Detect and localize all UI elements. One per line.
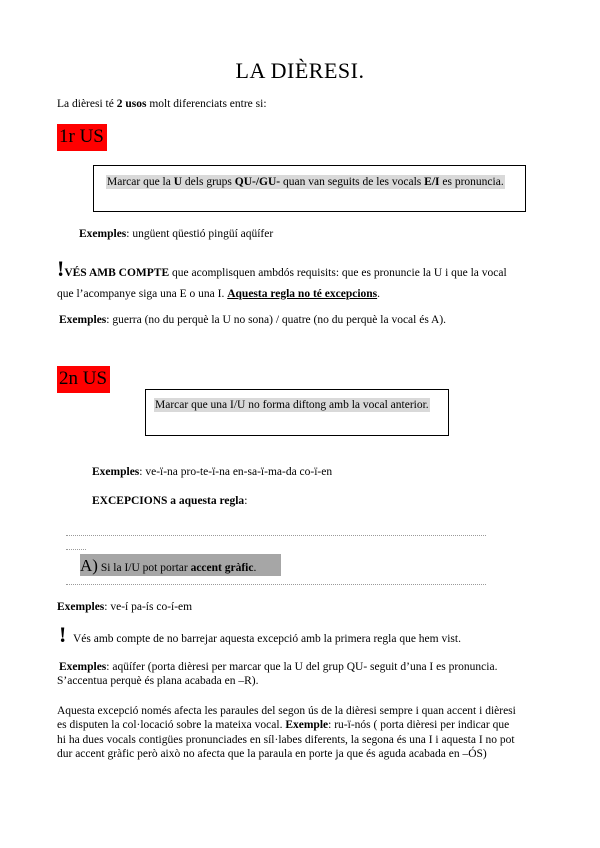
examples-text: : guerra (no du perquè la U no sona) / quatre (no du perquè la vocal és A). [106,314,447,326]
warning-bold: VÉS AMB COMPTE [64,267,170,279]
us2-rule-text: Marcar que una I/U no forma diftong amb la vocal anterior. [155,399,429,411]
us1-warning-line2: que l’acompanye siga una E o una I. Aquesta regla no té excepcions. [57,288,381,300]
us2-examples [92,465,332,479]
intro-post: molt diferenciats entre si: [146,98,267,110]
us2-examples4-line2: S’accentua perquè és plana acabada en –R). [57,675,259,687]
us2-exceptions-heading: EXCEPCIONS a aquesta regla: [92,495,248,507]
us2-label: 2n US [57,366,110,393]
page-title: LA DIÈRESI. [235,58,365,83]
examples-label: Exemples [57,601,105,613]
intro-pre: La dièresi té [57,98,117,110]
examples-text: : ungüent qüestió pingüí aqüífer [126,228,274,240]
examples-text: : ve-ï-na pro-te-ï-na en-sa-ï-ma-da co-ï-en [139,466,333,478]
examples-label: Exemples [79,228,127,240]
exception-bold: accent gràfic [190,562,254,574]
exception-letter: A) [80,556,98,575]
us1-label: 1r US [57,124,107,151]
examples-label: Exemples [59,661,107,673]
final-line4: dur accent gràfic però això no afecta que la paraula en porte ja que és aguda acabada en –ÓS) [57,748,487,760]
final-line1: Aquesta excepció només afecta les paraules del segon ús de la dièresi sempre i quan accent i dièresi [57,705,516,717]
warning-line1: que acomplisquen ambdós requisits: que es pronuncie la U i que la vocal [169,267,507,279]
us1-rule-box [93,165,526,212]
intro-bold: 2 usos [116,98,147,110]
dotted-divider [66,549,86,550]
examples-text: : ve-í pa-ís co-í-em [104,601,193,613]
examples-text: : aqüífer (porta dièresi per marcar que la U del grup QU- seguit d’una I es pronuncia. [106,661,498,673]
warning2-text: Vés amb compte de no barrejar aquesta excepció amb la primera regla que hem vist. [70,633,461,645]
us2-rule-box [145,389,449,436]
us1-examples [79,227,273,241]
rule-underlined: Aquesta regla no té excepcions [227,288,378,300]
exclamation-icon: ! [59,622,67,647]
us1-warning [57,258,557,280]
us2-examples3 [57,600,192,614]
intro-text [57,97,267,111]
final-line2: es disputen la col·locació sobre la mateixa vocal. Exemple: ru-ï-nós ( porta dièresi per indicar que [57,719,510,731]
final-line3: hi ha dues vocals contigües pronunciades en síl·labes diferents, la segona és una I i aquesta I no pot [57,734,515,746]
exclamation-icon: ! [57,256,65,281]
examples-label: Exemples [59,314,107,326]
us2-warning2 [59,624,461,646]
us1-examples2 [59,313,446,327]
us2-examples4 [59,660,497,674]
exception-pre: Si la I/U pot portar [97,562,191,574]
us1-rule-text: Marcar que la U dels grups QU-/GU- quan van seguits de les vocals E/I es pronuncia. [107,176,504,188]
dotted-divider [66,535,486,536]
exception-a: A) Si la I/U pot portar accent gràfic. [80,556,257,575]
dotted-divider [66,584,486,585]
examples-label: Exemples [92,466,140,478]
